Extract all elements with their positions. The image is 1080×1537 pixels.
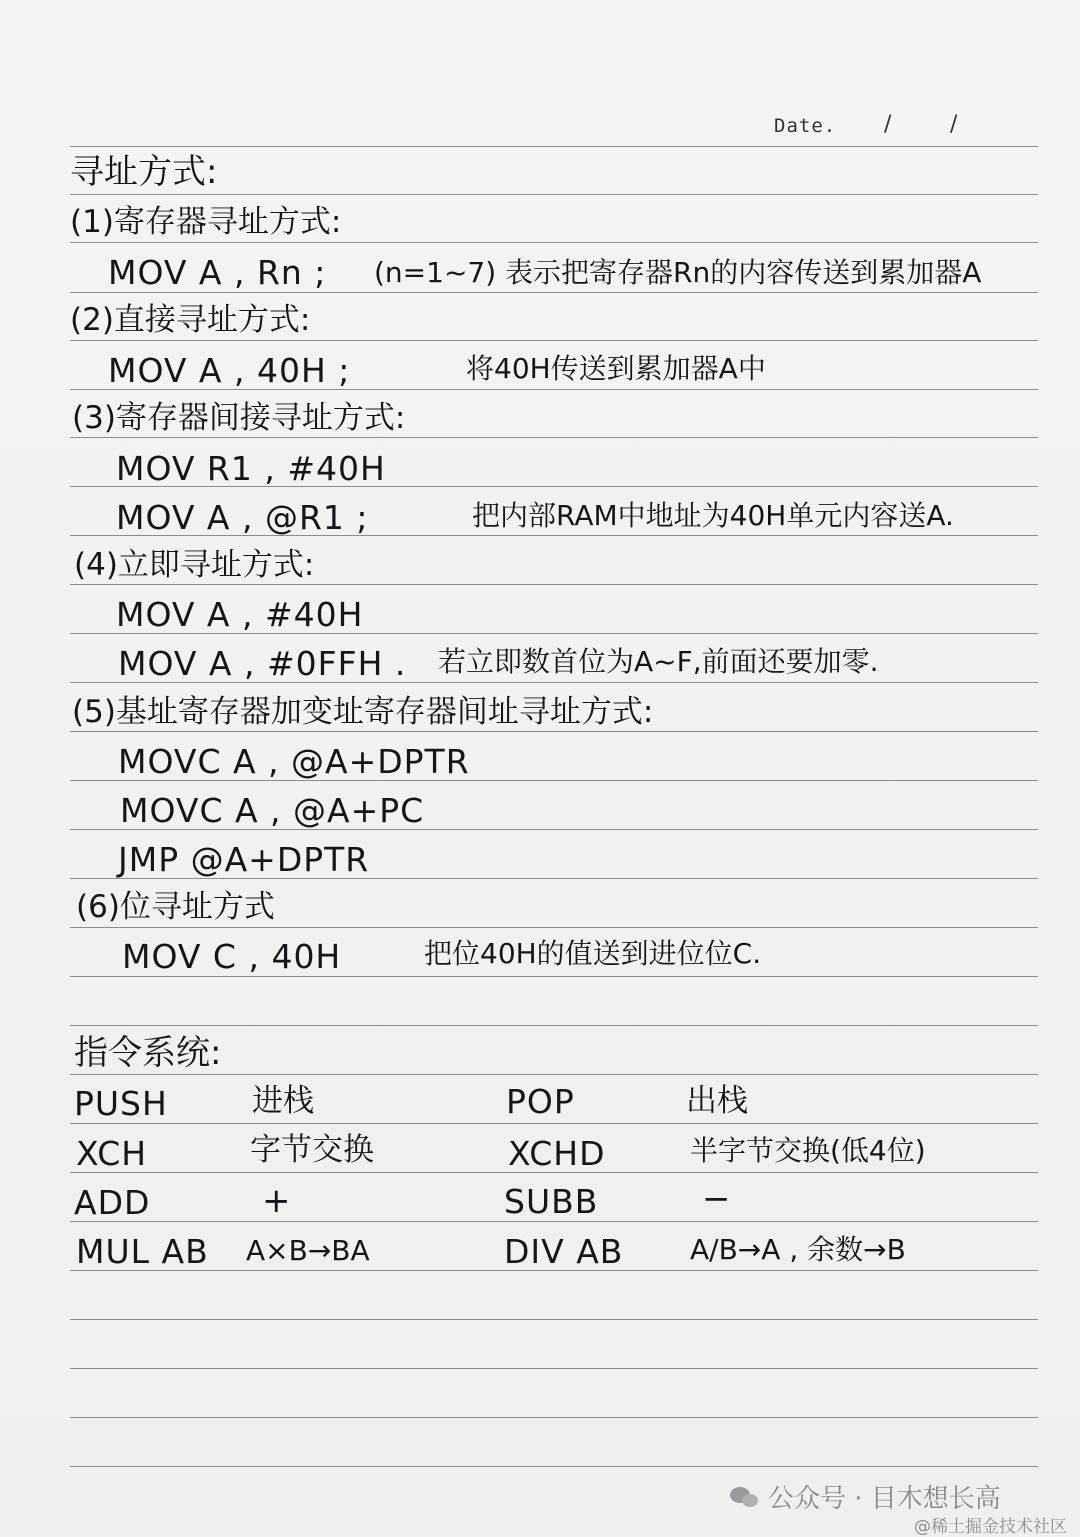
rule-line (70, 437, 1038, 438)
code-comment: 把位40H的值送到进位位C. (424, 937, 762, 970)
date-separator: / (950, 112, 958, 137)
instruction-desc: 半字节交换(低4位) (690, 1134, 926, 1167)
rule-line (70, 584, 1038, 585)
instruction-desc: A×B→BA (246, 1234, 370, 1267)
rule-line (70, 731, 1038, 732)
code-comment: 把内部RAM中地址为40H单元内容送A. (472, 499, 954, 532)
rule-line (70, 242, 1038, 243)
rule-line (70, 1417, 1038, 1418)
code-line: JMP @A+DPTR (118, 840, 370, 879)
rule-line (70, 927, 1038, 928)
rule-line (70, 1123, 1038, 1124)
rule-line (70, 340, 1038, 341)
rule-line (70, 1368, 1038, 1369)
instruction-op: MUL AB (76, 1232, 209, 1271)
code-line: MOVC A , @A+DPTR (118, 742, 470, 781)
rule-line (70, 976, 1038, 977)
item-heading: (3)寄存器间接寻址方式: (72, 400, 406, 436)
rule-line (70, 1221, 1038, 1222)
code-line: MOV A , Rn ; (108, 253, 327, 292)
rule-line (70, 292, 1038, 293)
item-heading: (4)立即寻址方式: (74, 547, 315, 583)
rule-line (70, 1025, 1038, 1026)
rule-line (70, 1466, 1038, 1467)
code-comment: (n=1~7) 表示把寄存器Rn的内容传送到累加器A (374, 256, 982, 289)
instruction-op: POP (506, 1082, 575, 1121)
instruction-desc: − (702, 1179, 731, 1219)
instruction-op: XCH (76, 1134, 148, 1173)
instruction-op: ADD (74, 1183, 151, 1222)
instruction-desc: + (262, 1181, 291, 1221)
code-comment: 若立即数首位为A~F,前面还要加零. (438, 645, 879, 678)
watermark (730, 1478, 1001, 1515)
item-heading: (2)直接寻址方式: (70, 302, 311, 338)
code-line: MOV A , #40H (116, 595, 364, 634)
instruction-op: DIV AB (504, 1232, 624, 1271)
item-heading: (1)寄存器寻址方式: (70, 204, 342, 240)
section-title: 指令系统: (74, 1033, 222, 1073)
watermark-sub: @稀土掘金技术社区 (914, 1517, 1067, 1537)
rule-line (70, 1074, 1038, 1075)
instruction-desc: 进栈 (252, 1083, 314, 1119)
instruction-desc: A/B→A , 余数→B (690, 1233, 906, 1266)
code-line: MOVC A , @A+PC (120, 791, 425, 830)
instruction-op: PUSH (74, 1084, 168, 1123)
instruction-desc: 出栈 (686, 1083, 748, 1119)
watermark-text: 公众号 · 目木想长高 (768, 1484, 1001, 1514)
instruction-desc: 字节交换 (250, 1132, 374, 1168)
code-line: MOV A , @R1 ; (116, 498, 369, 537)
rule-line (70, 1319, 1038, 1320)
code-line: MOV C , 40H (122, 937, 342, 976)
item-heading: (5)基址寄存器加变址寄存器间址寻址方式: (72, 694, 654, 730)
item-heading: (6)位寻址方式 (76, 889, 275, 925)
date-separator: / (884, 112, 892, 137)
instruction-op: SUBB (504, 1182, 599, 1221)
code-comment: 将40H传送到累加器A中 (466, 352, 766, 385)
rule-line (70, 194, 1038, 195)
code-line: MOV R1 , #40H (116, 449, 386, 488)
section-title: 寻址方式: (70, 152, 218, 192)
rule-line (70, 146, 1038, 147)
code-line: MOV A , 40H ; (108, 351, 351, 390)
instruction-op: XCHD (508, 1134, 606, 1173)
date-label: Date. (774, 115, 837, 137)
code-line: MOV A , #0FFH . (118, 644, 407, 683)
wechat-icon (730, 1485, 760, 1509)
